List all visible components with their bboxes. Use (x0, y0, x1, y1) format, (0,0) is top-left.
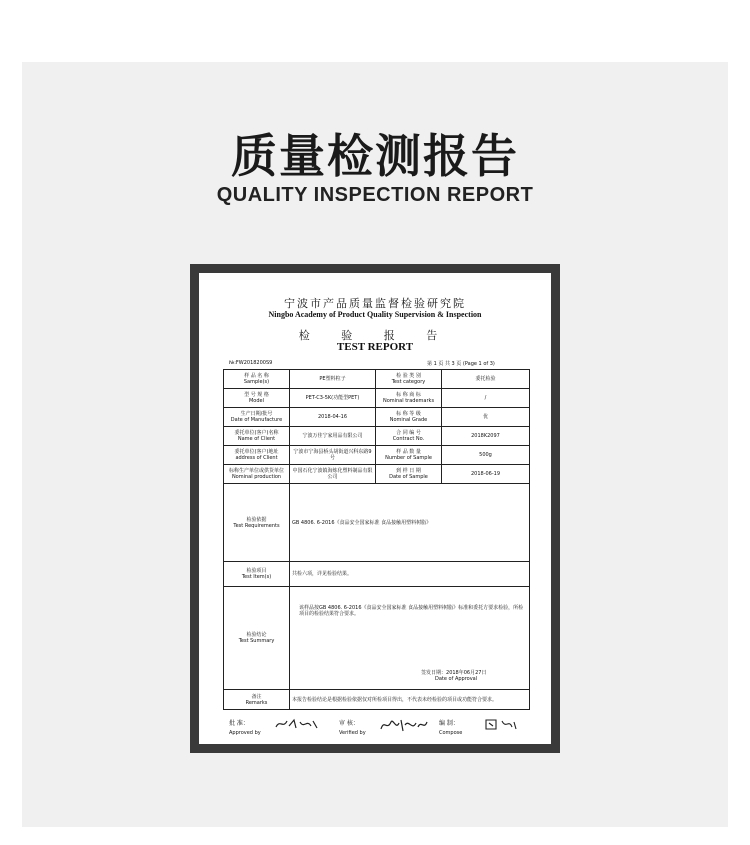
field-value: 500g (442, 446, 530, 465)
approved-by-label-en: Approved by (229, 730, 261, 736)
field-value: 委托检验 (442, 370, 530, 389)
signature-approver (274, 717, 319, 731)
field-label: 委托单位(客户)地址 address of Client (224, 446, 290, 465)
field-label: 备注 Remarks (224, 690, 290, 710)
approved-by-label: 批 准： (229, 720, 249, 727)
field-label: 型 号 规 格 Model (224, 389, 290, 408)
summary-text: 该样品按GB 4806. 6-2016《食品安全国家标准 食品接触用塑料树脂》标准和委托方要求检验，所检项目的检验结果符合要求。 (299, 605, 524, 617)
field-value: 2018-04-16 (290, 408, 376, 427)
table-row (224, 408, 530, 427)
report-title-cn: 检 验 报 告 (298, 329, 452, 342)
report-number: №:FW2018200S9 (229, 360, 273, 366)
approval-date: 签发日期：2018年06月27日 Date of Approval (421, 670, 487, 682)
summary-cell (290, 587, 530, 690)
field-value: 宁波万佳宁家用品有限公司 (290, 427, 376, 446)
field-label: 检验结论 Test Summary (224, 587, 290, 690)
field-value: 2018K2097 (442, 427, 530, 446)
field-label: 合 同 编 号 Contract No. (376, 427, 442, 446)
page-count: 第 1 页 共 3 页 (Page 1 of 3) (427, 361, 495, 367)
field-value: 宁波市宁海县桥头胡街道兴科东路9号 (290, 446, 376, 465)
signature-composer (484, 717, 518, 731)
test-report-document (199, 273, 551, 744)
field-value: PE塑料粒子 (290, 370, 376, 389)
verified-by-label: 审 核： (339, 720, 359, 727)
page-title-en: QUALITY INSPECTION REPORT (216, 184, 534, 206)
field-value: / (442, 389, 530, 408)
field-value: PET-C3-5K(功能型PET) (290, 389, 376, 408)
compose-label-en: Compose (439, 730, 463, 736)
signature-verifier (379, 717, 429, 733)
field-label: 样 品 名 称 Sample(s) (224, 370, 290, 389)
report-table (223, 369, 530, 710)
field-value: 中国石化宁波镇海炼化塑料制品有限公司 (290, 465, 376, 484)
field-label: 标 称 商 标 Nominal trademarks (376, 389, 442, 408)
compose-label: 编 制： (439, 720, 459, 727)
page-title-cn: 质量检测报告 (231, 129, 519, 183)
field-label: 样 品 数 量 Number of Sample (376, 446, 442, 465)
institute-name-cn: 宁波市产品质量监督检验研究院 (284, 297, 466, 310)
table-row (224, 370, 530, 389)
report-title-en: TEST REPORT (336, 341, 414, 353)
field-label: 到 样 日 期 Date of Sample (376, 465, 442, 484)
table-row-items (224, 562, 530, 587)
remarks-value: 本报告检验结论是根据检验依据仅对所检项目得出，不代表未经检验的项目或功能符合要求。 (290, 690, 530, 710)
requirements-value: GB 4806. 6-2016《食品安全国家标准 食品接触用塑料树脂》 (290, 484, 530, 562)
field-label: 检 验 类 别 Test category (376, 370, 442, 389)
field-label: 检验项目 Test Item(s) (224, 562, 290, 587)
field-label: 标称生产单位或供货单位 Nominal production (224, 465, 290, 484)
field-label: 标 称 等 级 Nominal Grade (376, 408, 442, 427)
items-value: 共检六项，详见检验结果。 (290, 562, 530, 587)
verified-by-label-en: Verified by (339, 730, 366, 736)
field-value: 2018-06-19 (442, 465, 530, 484)
field-label: 委托单位(客户)名称 Name of Client (224, 427, 290, 446)
field-value: 优 (442, 408, 530, 427)
institute-name-en: Ningbo Academy of Product Quality Supervision & Inspection (268, 310, 482, 319)
table-row-remarks (224, 690, 530, 710)
table-row (224, 446, 530, 465)
field-label: 生产日期/批号 Date of Manufacture (224, 408, 290, 427)
table-row (224, 465, 530, 484)
table-row-requirements (224, 484, 530, 562)
field-label: 检验依据 Test Requirements (224, 484, 290, 562)
table-row (224, 389, 530, 408)
table-row (224, 427, 530, 446)
